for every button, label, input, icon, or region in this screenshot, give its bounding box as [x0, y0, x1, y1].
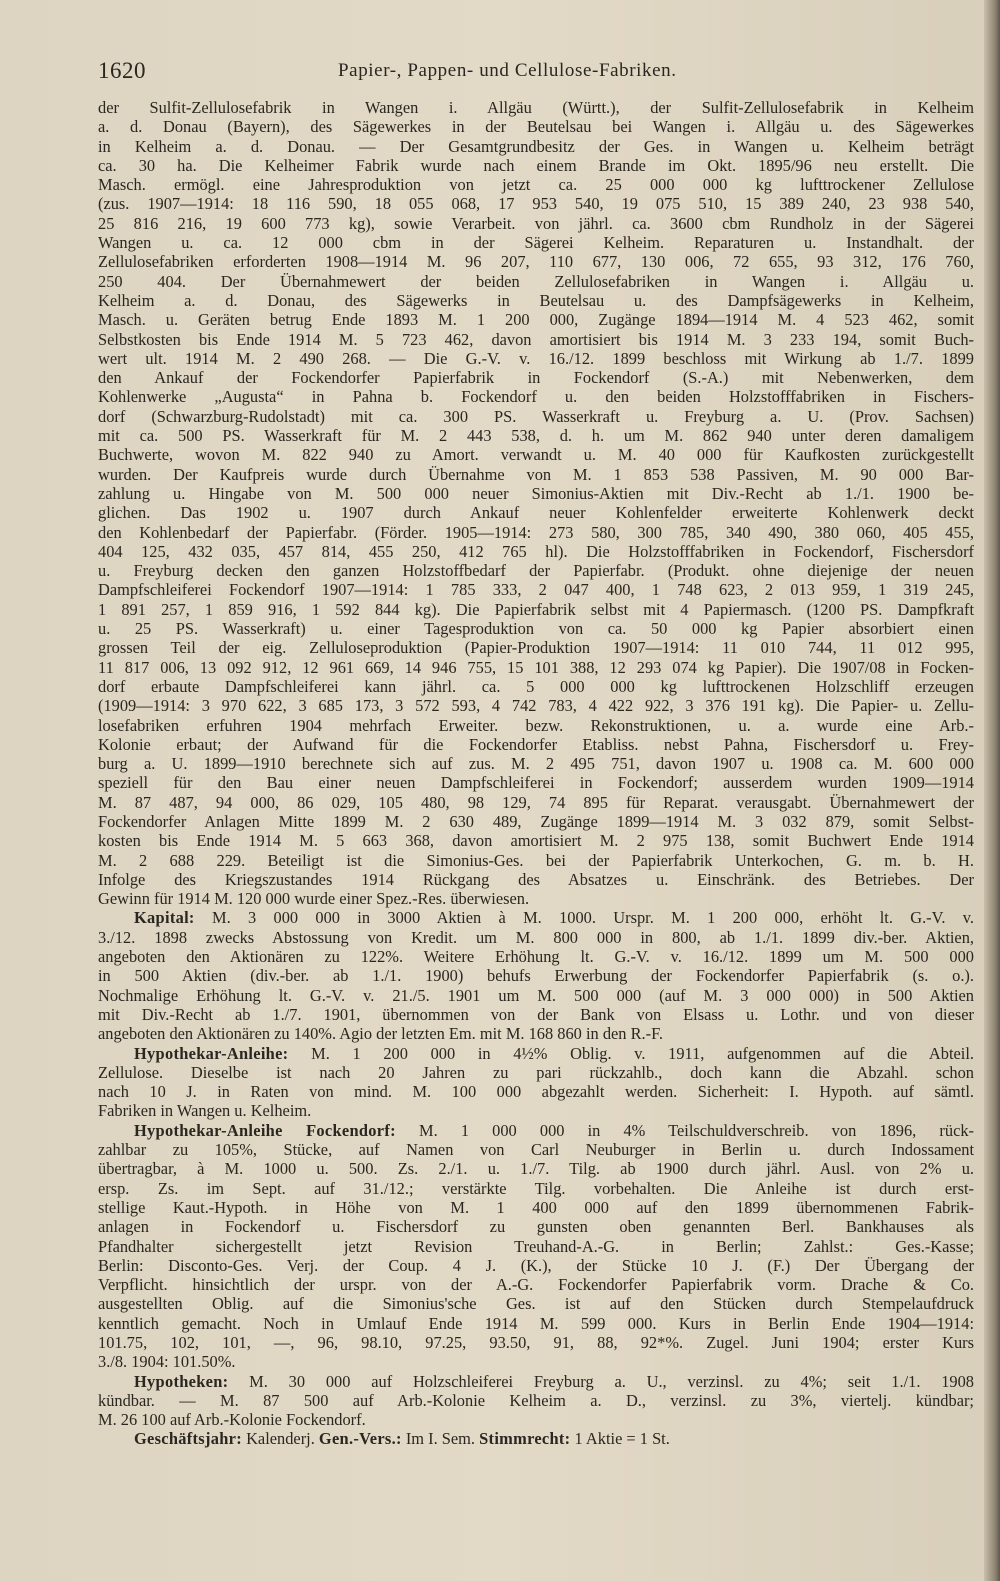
- section-text: M. 1 000 000 in 4% Teilschuldverschreib. von 1896, rück-: [395, 1120, 974, 1140]
- section-label: Hypothekar-Anleihe:: [134, 1043, 289, 1063]
- text-line: angeboten den Aktionären zu 140%. Agio der letzten Em. mit M. 168 860 in den R.-F.: [98, 1024, 663, 1044]
- text-line: 25 816 216, 19 600 773 kg), sowie Verarbeit. von jährl. ca. 3600 cbm Rundholz in der Sägerei: [98, 213, 974, 233]
- text-line: dorf erbaute Dampfschleiferei kann jährl. ca. 5 000 000 kg lufttrockenen Holzschliff erzeugen: [98, 676, 974, 696]
- text-line: 404 125, 432 035, 457 814, 455 250, 412 765 hl). Die Holzstofffabriken in Fockendorf, Fischersdorf: [98, 541, 974, 561]
- section-label: Hypothekar-Anleihe Fockendorf:: [134, 1120, 396, 1140]
- paragraph-company-description: [98, 98, 974, 908]
- section-text: M. 3 000 000 in 3000 Aktien à M. 1000. Urspr. M. 1 200 000, erhöht lt. G.-V. v.: [194, 908, 974, 928]
- text-line: Dampfschleiferei Fockendorf 1907—1914: 1 785 333, 2 047 400, 1 748 623, 2 013 959, 1 319 245,: [98, 580, 974, 600]
- text-line: in 500 Aktien (div.-ber. ab 1./1. 1900) behufs Erwerbung der Fockendorfer Papierfabrik (s. o.).: [98, 966, 974, 986]
- section-label: Hypotheken:: [134, 1371, 229, 1391]
- text-line: 101.75, 102, 101, —, 96, 98.10, 97.25, 93.50, 91, 88, 92*%. Zugel. Juni 1904; erster Kurs: [98, 1333, 974, 1352]
- section-text: M. 1 200 000 in 4½% Oblig. v. 1911, aufgenommen auf die Abteil.: [288, 1043, 974, 1063]
- text-line: [98, 1044, 974, 1063]
- text-line: Nochmalige Erhöhung lt. G.-V. v. 21./5. 1901 um M. 500 000 (auf M. 3 000 000) in 500 Aktien: [98, 985, 974, 1005]
- text-line: mit Div.-Recht ab 1./7. 1901, übernommen von der Bank von Elsass u. Lothr. und von dieser: [98, 1004, 974, 1024]
- text-line: mit ca. 500 PS. Wasserkraft für M. 2 443 538, d. h. um M. 862 940 unter deren damaligem: [98, 426, 974, 446]
- text-line: Kolonie erbaut; der Aufwand für die Fockendorfer Etabliss. nebst Pahna, Fischersdorf u. Frey-: [98, 734, 974, 754]
- text-line: 1 891 257, 1 859 916, 1 592 844 kg). Die Papierfabrik selbst mit 4 Papiermasch. (1200 PS. Dampfkraft: [98, 599, 974, 619]
- section-text: M. 30 000 auf Holzschleiferei Freyburg a. U., verzinsl. zu 4%; seit 1./1. 1908: [228, 1371, 974, 1391]
- text-line: grossen Teil der eig. Zelluloseproduktion (Papier-Produktion 1907—1914: 11 010 744, 11 012 995,: [98, 638, 974, 658]
- page-body: [98, 98, 974, 1449]
- text-line: zahlung u. Hingabe von M. 500 000 neuer Simonius-Aktien mit Div.-Recht ab 1./1. 1900 be-: [98, 483, 974, 503]
- text-line: kosten bis Ende 1914 M. 5 663 368, davon amortisiert M. 2 975 138, somit Buchwert Ende 1914: [98, 831, 974, 851]
- text-line: a. d. Donau (Bayern), des Sägewerkes in der Beutelsau bei Wangen i. Allgäu u. des Sägewerkes: [98, 117, 974, 137]
- text-line: Masch. u. Geräten betrug Ende 1893 M. 1 200 000, Zugänge 1894—1914 M. 4 523 462, somit: [98, 310, 974, 330]
- text-line: Fockendorfer Anlagen Mitte 1899 M. 2 630 489, Zugänge 1899—1914 M. 3 032 879, somit Selbst-: [98, 811, 974, 831]
- text-line: angeboten den Aktionären zu 122%. Weitere Erhöhung lt. G.-V. v. 16./12. 1899 um M. 500 000: [98, 947, 974, 967]
- text-line: wert ult. 1914 M. 2 490 268. — Die G.-V. v. 16./12. 1899 beschloss mit Wirkung ab 1./7. 1899: [98, 348, 974, 368]
- gen-vers-value: Im I. Sem.: [401, 1429, 480, 1449]
- gen-vers-label: Gen.-Vers.:: [318, 1429, 402, 1449]
- text-line: der Sulfit-Zellulosefabrik in Wangen i. Allgäu (Württ.), der Sulfit-Zellulosefabrik in Kelheim: [98, 98, 974, 117]
- text-line: M. 2 688 229. Beteiligt ist die Simonius-Ges. bei der Papierfabrik Unterkochen, G. m. b. H.: [98, 850, 974, 870]
- running-title: Papier-, Pappen- und Cellulose-Fabriken.: [338, 60, 677, 81]
- text-line: kündbar. — M. 87 500 auf Arb.-Kolonie Kelheim a. D., verzinsl. zu 3%, viertelj. kündbar;: [98, 1390, 974, 1410]
- text-line: speziell für den Bau einer neuen Dampfschleiferei in Fockendorf; ausserdem wurden 1909—1914: [98, 773, 974, 793]
- text-line: Selbstkosten bis Ende 1914 M. 5 723 462, davon amortisiert bis 1914 M. 3 233 194, somit Buch-: [98, 329, 974, 349]
- text-line: u. 25 PS. Wasserkraft) u. einer Tagesproduktion von ca. 50 000 kg Papier absorbiert einen: [98, 619, 974, 639]
- text-line: Kelheim a. d. Donau, des Sägewerks in Beutelsau u. des Dampfsägewerks in Kelheim,: [98, 290, 974, 310]
- text-line: Infolge des Kriegszustandes 1914 Rückgang des Absatzes u. Einschränk. des Betriebes. Der: [98, 869, 974, 889]
- text-line: wurden. Der Kaufpreis wurde durch Übernahme von M. 1 853 538 Passiven, M. 90 000 Bar-: [98, 464, 974, 484]
- section-label: Kapital:: [134, 908, 195, 928]
- text-line: glichen. Das 1902 u. 1907 durch Ankauf neuer Kohlenfelder erweiterte Kohlenwerk deckt: [98, 503, 974, 523]
- page-edge-shadow: [984, 0, 1000, 1581]
- page-number: 1620: [98, 58, 146, 83]
- text-line: Wangen u. ca. 12 000 cbm in der Sägerei Kelheim. Reparaturen u. Instandhalt. der: [98, 233, 974, 253]
- text-line: [98, 1372, 974, 1391]
- paragraph-hypothekar-anleihe: [98, 1044, 974, 1121]
- text-line: den Ankauf der Fockendorfer Papierfabrik in Fockendorf (S.-A.) mit Nebenwerken, dem: [98, 368, 974, 388]
- text-line: Verpflicht. hinsichtlich der urspr. von der A.-G. Fockendorfer Papierfabrik vorm. Drache & Co.: [98, 1275, 974, 1295]
- text-line: 11 817 006, 13 092 912, 12 961 669, 14 946 755, 15 101 388, 12 293 074 kg Papier). Die 1907/08 in Focken-: [98, 657, 974, 677]
- text-line: nach 10 J. in Raten von mind. M. 100 000 abgezahlt werden. Sicherheit: I. Hypoth. auf sämtl.: [98, 1082, 974, 1102]
- text-line: Berlin: Disconto-Ges. Verj. der Coup. 4 J. (K.), der Stücke 10 J. (F.) Der Übergang der: [98, 1255, 974, 1275]
- stimmrecht-value: 1 Aktie = 1 St.: [570, 1429, 670, 1449]
- text-line: den Kohlenbedarf der Papierfabr. (Förder. 1905—1914: 273 580, 300 785, 340 490, 380 060, 405 455,: [98, 522, 974, 542]
- geschaeftsjahr-value: Kalenderj.: [242, 1429, 319, 1449]
- text-line: ausgestellten Oblig. auf die Simonius'sche Ges. ist auf den Stücken durch Stempelaufdruck: [98, 1294, 974, 1314]
- text-line: ca. 30 ha. Die Kelheimer Fabrik wurde nach einem Brande im Okt. 1895/96 neu erstellt. Die: [98, 155, 974, 175]
- text-line: losefabriken erfuhren 1904 mehrfach Erweiter. bezw. Rekonstruktionen, u. a. wurde eine Arb.-: [98, 715, 974, 735]
- page-header: [98, 58, 978, 88]
- text-line: 3./12. 1898 zwecks Abstossung von Kredit. um M. 800 000 in 800, ab 1./1. 1899 div.-ber. Aktien,: [98, 927, 974, 947]
- text-line: kenntlich gemacht. Noch in Umlauf Ende 1914 M. 599 000. Kurs in Berlin Ende 1904—1914:: [98, 1313, 974, 1333]
- text-line: Pfandhalter sichergestellt jetzt Revision Treuhand-A.-G. in Berlin; Zahlst.: Ges.-Kasse;: [98, 1236, 974, 1256]
- geschaeftsjahr-label: Geschäftsjahr:: [134, 1429, 242, 1449]
- text-line: (1909—1914: 3 970 622, 3 685 173, 3 572 593, 4 742 783, 4 422 922, 3 376 191 kg). Die Papier- u. Zellu-: [98, 696, 974, 716]
- text-line: anlagen in Fockendorf u. Fischersdorf zu gunsten oben genannten Berl. Bankhauses als: [98, 1217, 974, 1237]
- text-line: [98, 908, 974, 927]
- text-line: in Kelheim a. d. Donau. — Der Gesamtgrundbesitz der Ges. in Wangen u. Kelheim beträgt: [98, 136, 974, 156]
- text-line: M. 26 100 auf Arb.-Kolonie Fockendorf.: [98, 1410, 366, 1430]
- text-line: M. 87 487, 94 000, 86 029, 105 480, 98 129, 74 895 für Reparat. verausgabt. Übernahmewert der: [98, 792, 974, 812]
- text-line: [98, 1121, 974, 1140]
- text-line: burg a. U. 1899—1910 berechnete sich auf zus. M. 2 495 751, davon 1907 u. 1908 ca. M. 600 000: [98, 754, 974, 774]
- paragraph-geschaeftsjahr: [98, 1429, 974, 1448]
- text-line: zahlbar zu 105%, Stücke, auf Namen von Carl Neuburger in Berlin u. durch Indossament: [98, 1140, 974, 1160]
- text-line: 3./8. 1904: 101.50%.: [98, 1352, 236, 1372]
- text-line: u. Freyburg decken den ganzen Holzstoffbedarf der Papierfabr. (Produkt. ohne diejenige der neuen: [98, 561, 974, 581]
- text-line: Fabriken in Wangen u. Kelheim.: [98, 1101, 312, 1121]
- text-line: Zellulose. Dieselbe ist nach 20 Jahren zu pari rückzahlb., doch kann die Abzahl. schon: [98, 1062, 974, 1082]
- paragraph-hypotheken: [98, 1372, 974, 1430]
- paragraph-hypothekar-anleihe-fockendorf: [98, 1121, 974, 1372]
- text-line: dorf (Schwarzburg-Rudolstadt) mit ca. 300 PS. Wasserkraft u. Freyburg a. U. (Prov. Sachsen): [98, 406, 974, 426]
- text-line: übertragbar, à M. 1000 u. 500. Zs. 2./1. u. 1./7. Tilg. ab 1900 durch jährl. Ausl. von 2% u.: [98, 1159, 974, 1179]
- text-line: (zus. 1907—1914: 18 116 590, 18 055 068, 17 953 540, 19 075 510, 15 389 240, 23 938 540,: [98, 194, 974, 214]
- text-line: 250 404. Der Übernahmewert der beiden Zellulosefabriken in Wangen i. Allgäu u.: [98, 271, 974, 291]
- text-line: Gewinn für 1914 M. 120 000 wurde einer Spez.-Res. überwiesen.: [98, 889, 530, 909]
- paragraph-kapital: [98, 908, 974, 1043]
- stimmrecht-label: Stimmrecht:: [479, 1429, 571, 1449]
- text-line: Buchwerte, wovon M. 822 940 zu Amort. verwandt u. M. 40 000 für Kaufkosten zurückgestellt: [98, 445, 974, 465]
- text-line: Kohlenwerke „Augusta“ in Pahna b. Fockendorf u. den beiden Holzstofffabriken in Fischers-: [98, 387, 974, 407]
- text-line: ersp. Zs. im Sept. auf 31./12.; verstärkte Tilg. vorbehalten. Die Anleihe ist durch erst-: [98, 1178, 974, 1198]
- text-line: stellige Kaut.-Hypoth. in Höhe von M. 1 400 000 auf den 1899 übernommenen Fabrik-: [98, 1197, 974, 1217]
- text-line: Zellulosefabriken erforderten 1908—1914 M. 96 207, 110 677, 130 006, 72 655, 93 312, 176 760,: [98, 252, 974, 272]
- text-line: Masch. ermögl. eine Jahresproduktion von jetzt ca. 25 000 000 kg lufttrockener Zellulose: [98, 175, 974, 195]
